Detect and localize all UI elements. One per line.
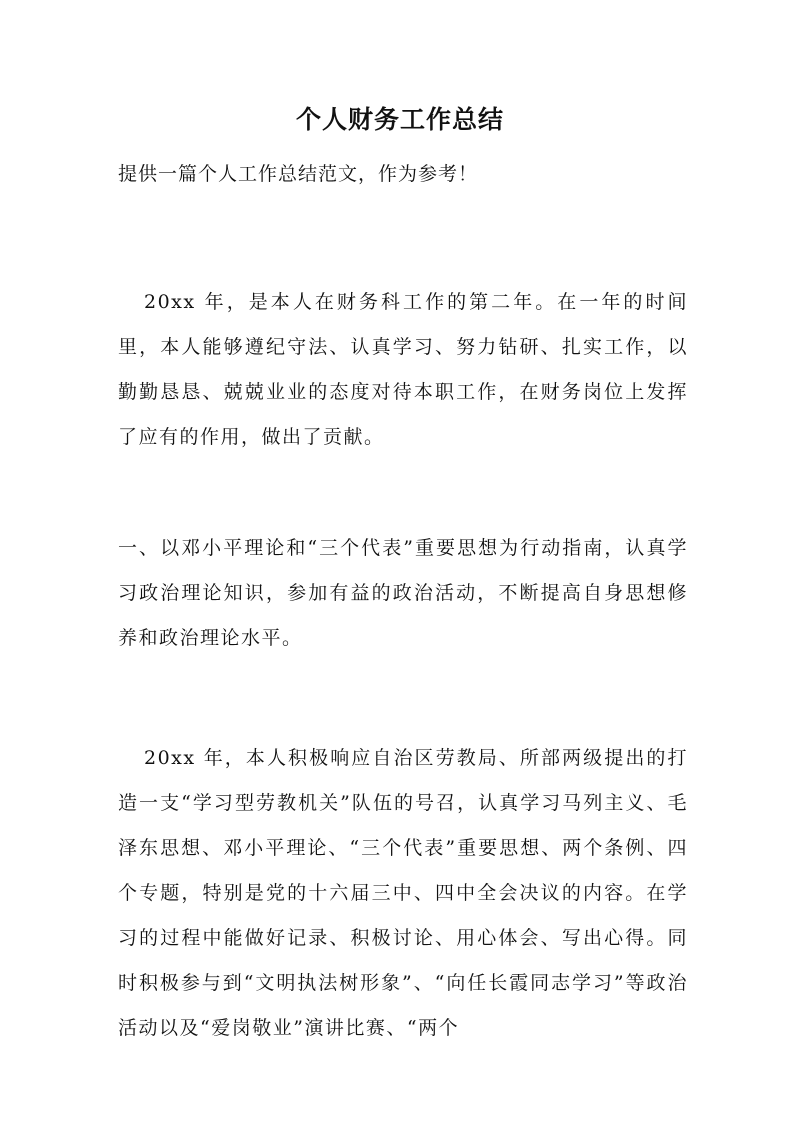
paragraph-study-details: 20xx 年，本人积极响应自治区劳教局、所部两级提出的打造一支“学习型劳教机关”队伍的号召，认真学习马列主义、毛泽东思想、邓小平理论、“三个代表”重要思想、两个条例、四个专题，特别是党的十六届三中、四中全会决议的内容。在学习的过程中能做好记录、积极讨论、用心体会、写出心得。同时积极参与到“文明执法树形象”、“向任长霞同志学习”等政治活动以及“爱岗敬业”演讲比赛、“两个 [118, 747, 688, 1039]
paragraph-intro: 20xx 年，是本人在财务科工作的第二年。在一年的时间里，本人能够遵纪守法、认真学习、努力钻研、扎实工作，以勤勤恳恳、兢兢业业的态度对待本职工作，在财务岗位上发挥了应有的作用，做出了贡献。 [118, 291, 688, 448]
document-title: 个人财务工作总结 [295, 105, 504, 134]
paragraph-section-one-heading: 一、以邓小平理论和“三个代表”重要思想为行动指南，认真学习政治理论知识，参加有益的政治活动，不断提高自身思想修养和政治理论水平。 [118, 537, 688, 649]
document-subtitle: 提供一篇个人工作总结范文，作为参考！ [118, 163, 479, 185]
